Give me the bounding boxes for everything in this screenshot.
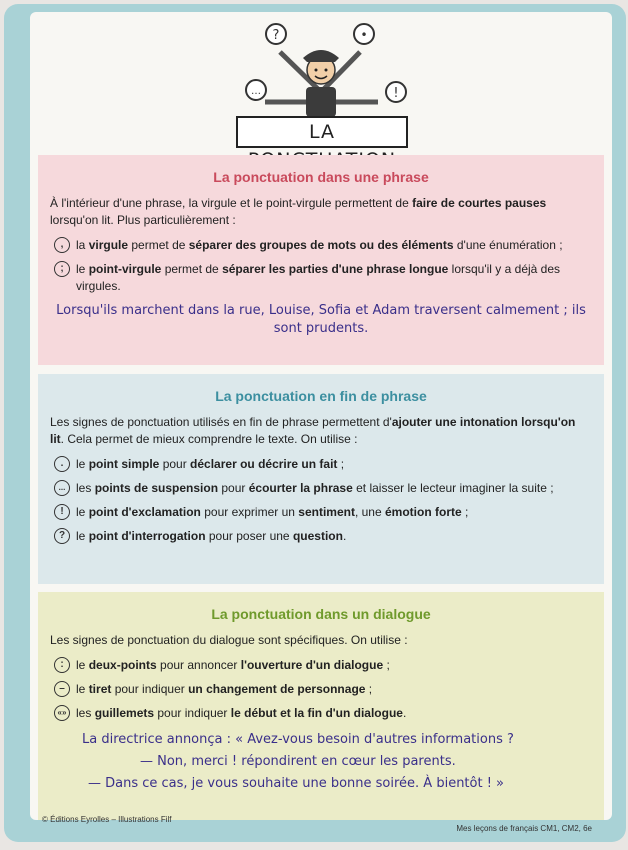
- section-intro: Les signes de ponctuation du dialogue sont spécifiques. On utilise :: [50, 633, 408, 647]
- list-item: «» les guillemets pour indiquer le début et la fin d'un dialogue.: [50, 705, 592, 722]
- list-item: – le tiret pour indiquer un changement de personnage ;: [50, 681, 592, 698]
- comma-icon: ,: [54, 237, 70, 253]
- dialog-line: La directrice annonça : « Avez-vous besoin d'autres informations ?: [82, 732, 514, 747]
- section-intro: À l'intérieur d'une phrase, la virgule et le point-virgule permettent de faire de courtes pauses lorsqu'on lit. Plus particulièrement :: [50, 196, 547, 227]
- example-sentence: Lorsqu'ils marchent dans la rue, Louise, Sofia et Adam traversent calmement ; ils sont prudents.: [56, 303, 586, 336]
- list-item: ; le point-virgule permet de séparer les parties d'une phrase longue lorsqu'il y a déjà des virgules.: [50, 261, 592, 295]
- list-item: ... les points de suspension pour écourter la phrase et laisser le lecteur imaginer la suite ;: [50, 480, 592, 497]
- period-icon: .: [54, 456, 70, 472]
- page-title: LA: [236, 116, 408, 148]
- svg-text:…: …: [251, 86, 261, 97]
- section-phrase: [38, 155, 604, 365]
- svg-text:!: !: [393, 86, 399, 101]
- list-item: . le point simple pour déclarer ou décrire un fait ;: [50, 456, 592, 473]
- card-inner: [30, 12, 612, 820]
- colon-icon: :: [54, 657, 70, 673]
- header: [30, 12, 612, 152]
- quotes-icon: «»: [54, 705, 70, 721]
- lesson-card: [4, 4, 626, 842]
- list-item: , la virgule permet de séparer des groupes de mots ou des éléments d'une énumération ;: [50, 237, 592, 254]
- section-dialogue: [38, 592, 604, 820]
- svg-text:•: •: [360, 28, 368, 42]
- svg-text:?: ?: [272, 28, 280, 43]
- section-title: La ponctuation en fin de phrase: [215, 388, 427, 404]
- exclamation-icon: !: [54, 504, 70, 520]
- list-item: ! le point d'exclamation pour exprimer un sentiment, une émotion forte ;: [50, 504, 592, 521]
- section-title: La ponctuation dans une phrase: [213, 169, 429, 185]
- section-fin-de-phrase: [38, 374, 604, 584]
- dialog-example: [50, 729, 592, 795]
- book-title: Mes leçons de français CM1, CM2, 6e: [456, 824, 592, 833]
- section-intro: Les signes de ponctuation utilisés en fin de phrase permettent d'ajouter une intonation lorsqu'on lit. Cela permet de mieux comprendre le texte. On utilise :: [50, 415, 576, 446]
- list-item: : le deux-points pour annoncer l'ouverture d'un dialogue ;: [50, 657, 592, 674]
- list-item: ? le point d'interrogation pour poser une question.: [50, 528, 592, 545]
- question-icon: ?: [54, 528, 70, 544]
- dash-icon: –: [54, 681, 70, 697]
- section-title: La ponctuation dans un dialogue: [211, 606, 431, 622]
- ellipsis-icon: ...: [54, 480, 70, 496]
- dialog-line: — Dans ce cas, je vous souhaite une bonne soirée. À bientôt ! »: [88, 776, 505, 791]
- copyright: © Éditions Eyrolles – Illustrations Filf: [42, 815, 172, 824]
- semicolon-icon: ;: [54, 261, 70, 277]
- dialog-line: — Non, merci ! répondirent en cœur les parents.: [140, 754, 456, 769]
